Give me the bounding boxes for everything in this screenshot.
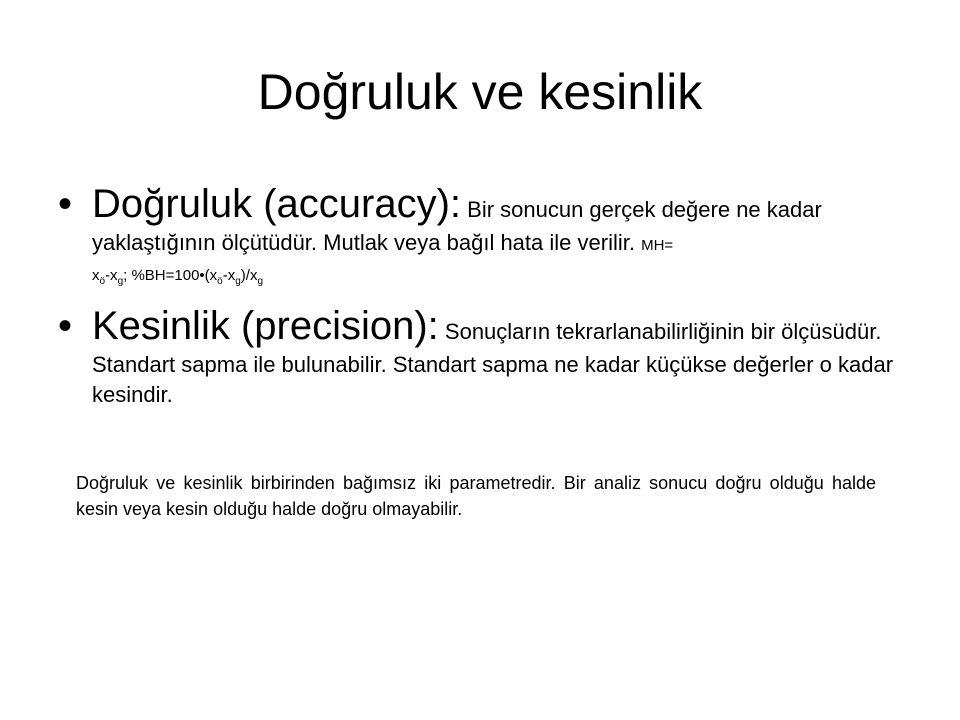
- formula-close: )/x: [240, 267, 258, 284]
- precision-description: Sonuçların tekrarlanabilirliğinin bir ölçüsüdür. Standart sapma ile bulunabilir. Standart sapma ne kadar küçükse değerler o kadar kesindir.: [92, 319, 894, 407]
- slide-title: Doğruluk ve kesinlik: [257, 64, 703, 120]
- accuracy-term: Doğruluk (accuracy):: [92, 182, 462, 226]
- bullet-accuracy-text: [92, 180, 908, 288]
- note-paragraph: Doğruluk ve kesinlik birbirinden bağımsız iki parametredir. Bir analiz sonucu doğru olduğu halde kesin veya kesin olduğu halde doğru olmayabilir.: [76, 473, 876, 519]
- formula-minus: -x: [105, 267, 118, 284]
- formula-sub-g3: g: [257, 276, 264, 287]
- bullet-accuracy: [58, 180, 908, 288]
- formula-sep: ; %BH=100•(x: [123, 267, 218, 284]
- formula-mh-label: MH=: [641, 237, 674, 254]
- bullet-dot-icon: •: [58, 182, 73, 226]
- formula-sub-o2: ö: [217, 276, 223, 287]
- accuracy-description: Bir sonucun gerçek değere ne kadar yaklaştığının ölçütüdür. Mutlak veya bağıl hata ile verilir.: [92, 197, 822, 255]
- formula-sub-o: ö: [99, 276, 106, 287]
- formula-minus2: -x: [222, 267, 236, 284]
- formula-sub-g: g: [117, 276, 124, 287]
- bullet-precision: [58, 302, 908, 410]
- bullet-list: [58, 180, 908, 424]
- bullet-precision-text: [92, 302, 908, 410]
- formula-x1: x: [92, 267, 100, 284]
- precision-term: Kesinlik (precision):: [92, 304, 439, 348]
- bullet-dot-icon: •: [58, 304, 73, 348]
- formula-sub-g2: g: [235, 276, 241, 287]
